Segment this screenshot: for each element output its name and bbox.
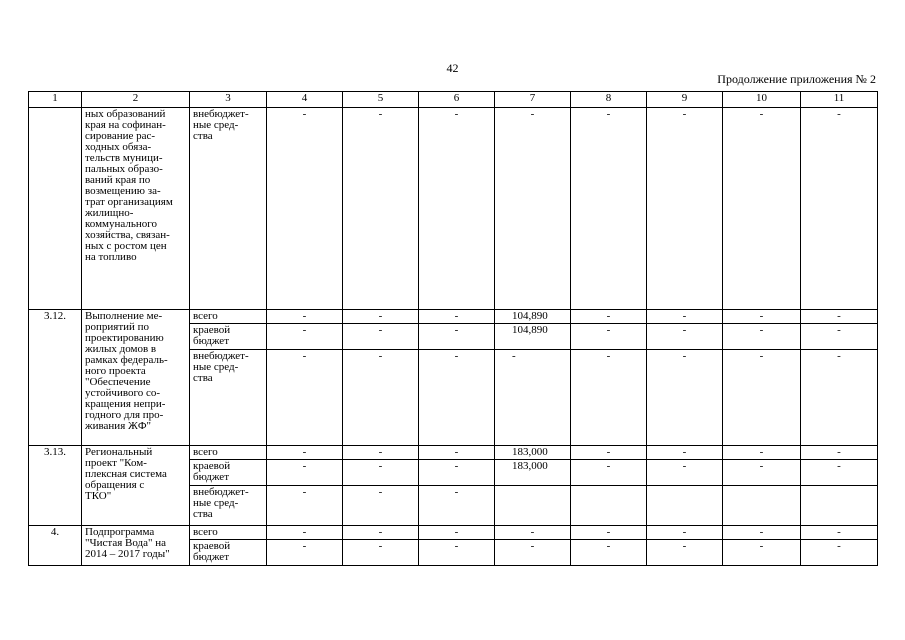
value-cell: - — [647, 108, 723, 310]
value-cell: - — [571, 540, 647, 566]
header-cell: 9 — [647, 92, 723, 108]
table-row — [29, 526, 878, 540]
value-cell: - — [723, 324, 801, 350]
value-cell: - — [267, 310, 343, 324]
value-cell: - — [647, 460, 723, 486]
value-cell: - — [647, 350, 723, 446]
header-cell: 7 — [495, 92, 571, 108]
value-cell: 104,890 — [495, 310, 571, 324]
header-cell: 1 — [29, 92, 82, 108]
value-cell: - — [343, 446, 419, 460]
value-cell: - — [343, 108, 419, 310]
value-cell: - — [419, 108, 495, 310]
value-cell: - — [723, 446, 801, 460]
value-cell: - — [571, 526, 647, 540]
header-cell: 3 — [190, 92, 267, 108]
value-cell: - — [267, 460, 343, 486]
value-cell: - — [343, 460, 419, 486]
value-cell: - — [571, 310, 647, 324]
value-cell: - — [419, 486, 495, 526]
value-cell: - — [571, 108, 647, 310]
value-cell — [571, 486, 647, 526]
value-cell: - — [495, 540, 571, 566]
value-cell: - — [343, 350, 419, 446]
header-cell: 10 — [723, 92, 801, 108]
value-cell: - — [267, 526, 343, 540]
value-cell: - — [419, 460, 495, 486]
value-cell: - — [267, 540, 343, 566]
budget-table — [28, 91, 878, 566]
funding-source-cell: краевой бюджет — [190, 460, 267, 486]
value-cell: - — [801, 540, 878, 566]
header-cell: 5 — [343, 92, 419, 108]
value-cell: - — [647, 310, 723, 324]
row-number-cell: 4. — [29, 526, 82, 566]
header-cell: 6 — [419, 92, 495, 108]
funding-source-cell: всего — [190, 526, 267, 540]
value-cell: - — [801, 350, 878, 446]
header-cell: 2 — [82, 92, 190, 108]
value-cell: - — [495, 526, 571, 540]
header-cell: 4 — [267, 92, 343, 108]
funding-source-cell: всего — [190, 446, 267, 460]
row-name-cell: Подпрограмма "Чистая Вода" на 2014 – 2017 годы" — [82, 526, 190, 566]
value-cell: - — [419, 324, 495, 350]
value-cell: - — [571, 350, 647, 446]
value-cell: - — [571, 324, 647, 350]
value-cell: - — [343, 324, 419, 350]
value-cell: - — [419, 526, 495, 540]
funding-source-cell: внебюджет- ные сред- ства — [190, 108, 267, 310]
header-cell: 8 — [571, 92, 647, 108]
value-cell: - — [495, 108, 571, 310]
value-cell: - — [723, 526, 801, 540]
value-cell: - — [419, 310, 495, 324]
funding-source-cell: краевой бюджет — [190, 324, 267, 350]
value-cell: - — [723, 540, 801, 566]
value-cell: - — [801, 324, 878, 350]
header-cell: 11 — [801, 92, 878, 108]
value-cell: - — [267, 446, 343, 460]
table-row — [29, 446, 878, 460]
table-row — [29, 108, 878, 310]
value-cell: - — [801, 526, 878, 540]
value-cell: 104,890 — [495, 324, 571, 350]
value-cell: - — [267, 108, 343, 310]
value-cell: - — [723, 350, 801, 446]
value-cell: - — [647, 446, 723, 460]
value-cell: - — [343, 540, 419, 566]
value-cell: 183,000 — [495, 460, 571, 486]
table-row — [29, 310, 878, 324]
header-row — [29, 92, 878, 108]
row-name-cell: ных образований края на софинан- сирование рас- ходных обяза- тельств муници- пальных образо- ваний края по возмещению за- трат организациям жилищно- коммунального хозяйства, связан- ных с ростом цен на топливо — [82, 108, 190, 310]
value-cell — [495, 486, 571, 526]
value-cell: - — [647, 540, 723, 566]
value-cell: - — [571, 460, 647, 486]
value-cell: - — [723, 460, 801, 486]
value-cell — [801, 486, 878, 526]
funding-source-cell: всего — [190, 310, 267, 324]
value-cell: - — [801, 460, 878, 486]
value-cell: - — [343, 310, 419, 324]
continuation-label: Продолжение приложения № 2 — [717, 72, 876, 86]
value-cell: - — [647, 526, 723, 540]
funding-source-cell: внебюджет- ные сред- ства — [190, 350, 267, 446]
value-cell: - — [495, 350, 571, 446]
value-cell: - — [801, 446, 878, 460]
row-name-cell: Региональный проект "Ком- плексная система обращения с ТКО" — [82, 446, 190, 526]
row-number-cell: 3.13. — [29, 446, 82, 526]
value-cell: - — [267, 324, 343, 350]
funding-source-cell: внебюджет- ные сред- ства — [190, 486, 267, 526]
value-cell: - — [267, 486, 343, 526]
row-number-cell — [29, 108, 82, 310]
value-cell: - — [647, 324, 723, 350]
funding-source-cell: краевой бюджет — [190, 540, 267, 566]
value-cell: - — [419, 446, 495, 460]
row-number-cell: 3.12. — [29, 310, 82, 446]
value-cell: - — [419, 350, 495, 446]
value-cell: - — [419, 540, 495, 566]
value-cell: - — [343, 486, 419, 526]
value-cell: 183,000 — [495, 446, 571, 460]
value-cell — [723, 486, 801, 526]
value-cell: - — [267, 350, 343, 446]
value-cell: - — [723, 108, 801, 310]
value-cell: - — [571, 446, 647, 460]
value-cell: - — [801, 310, 878, 324]
value-cell — [647, 486, 723, 526]
value-cell: - — [801, 108, 878, 310]
value-cell: - — [343, 526, 419, 540]
row-name-cell: Выполнение ме- роприятий по проектированию жилых домов в рамках федераль- ного проекта "Обеспечение устойчивого со- кращения непри- годного для про- живания ЖФ" — [82, 310, 190, 446]
page-number: 42 — [446, 61, 459, 75]
value-cell: - — [723, 310, 801, 324]
